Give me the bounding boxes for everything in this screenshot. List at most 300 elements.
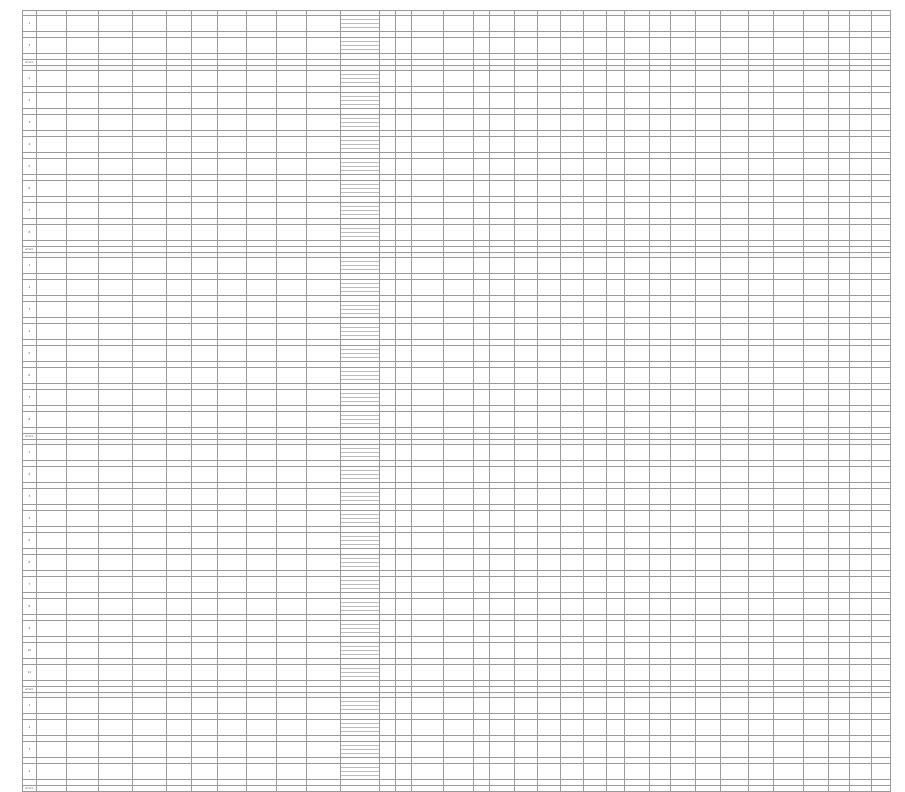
table-cell: [721, 203, 748, 219]
table-cell: [36, 555, 66, 571]
table-cell: [803, 137, 828, 153]
table-row: [23, 533, 891, 549]
table-cell: [66, 621, 98, 637]
table-cell: [167, 412, 192, 428]
total-cell: [192, 786, 217, 792]
table-cell: [583, 621, 606, 637]
table-cell: [538, 412, 561, 428]
table-cell: [872, 665, 891, 681]
table-cell: [606, 368, 624, 384]
table-cell: [36, 621, 66, 637]
table-cell: [803, 203, 828, 219]
table-cell: [721, 302, 748, 318]
table-cell: [396, 258, 412, 274]
table-cell: [132, 137, 166, 153]
table-cell: [748, 720, 773, 736]
table-cell: [538, 181, 561, 197]
total-cell: [583, 786, 606, 792]
table-cell: [217, 599, 247, 615]
table-cell: [66, 324, 98, 340]
table-cell: [247, 764, 277, 780]
table-cell: [36, 577, 66, 593]
table-cell: [132, 302, 166, 318]
stacked-values-cell: [341, 555, 380, 571]
table-cell: [192, 764, 217, 780]
table-cell: [803, 412, 828, 428]
table-cell: [748, 390, 773, 406]
table-cell: [247, 71, 277, 87]
table-cell: [98, 71, 132, 87]
table-cell: [444, 720, 474, 736]
table-cell: [721, 16, 748, 32]
table-cell: [167, 258, 192, 274]
table-cell: [412, 115, 444, 131]
table-cell: [98, 324, 132, 340]
table-cell: [670, 467, 695, 483]
table-cell: [583, 720, 606, 736]
table-cell: [412, 412, 444, 428]
table-cell: [167, 577, 192, 593]
table-cell: [748, 16, 773, 32]
table-cell: [192, 302, 217, 318]
total-cell: [396, 786, 412, 792]
stacked-values-cell: [341, 280, 380, 296]
table-cell: [412, 93, 444, 109]
table-cell: [192, 599, 217, 615]
table-cell: [132, 599, 166, 615]
table-cell: [36, 93, 66, 109]
table-cell: [774, 93, 804, 109]
table-cell: [36, 665, 66, 681]
table-cell: [412, 280, 444, 296]
table-cell: [803, 390, 828, 406]
table-cell: [277, 577, 307, 593]
table-cell: [192, 643, 217, 659]
table-cell: [306, 225, 340, 241]
table-cell: [606, 302, 624, 318]
table-cell: [803, 93, 828, 109]
row-number-cell: 5: [23, 346, 37, 362]
stacked-values-cell: [341, 742, 380, 758]
table-cell: [247, 412, 277, 428]
table-cell: [396, 181, 412, 197]
table-cell: [277, 599, 307, 615]
total-cell: [474, 786, 490, 792]
table-row: [23, 390, 891, 406]
table-cell: [192, 720, 217, 736]
table-cell: [625, 16, 650, 32]
table-cell: [380, 599, 396, 615]
table-cell: [696, 555, 721, 571]
stacked-values-cell: [341, 16, 380, 32]
table-cell: [306, 555, 340, 571]
table-cell: [606, 280, 624, 296]
table-cell: [872, 16, 891, 32]
table-cell: [474, 643, 490, 659]
table-row: [23, 621, 891, 637]
table-row: [23, 555, 891, 571]
table-cell: [872, 302, 891, 318]
table-cell: [247, 258, 277, 274]
table-cell: [606, 599, 624, 615]
table-cell: [247, 467, 277, 483]
table-cell: [36, 203, 66, 219]
table-cell: [670, 258, 695, 274]
table-cell: [132, 16, 166, 32]
table-cell: [774, 38, 804, 54]
table-cell: [583, 665, 606, 681]
total-cell: [561, 786, 584, 792]
table-cell: [803, 555, 828, 571]
table-cell: [515, 181, 538, 197]
table-cell: [36, 599, 66, 615]
table-cell: [696, 203, 721, 219]
table-cell: [490, 489, 515, 505]
table-cell: [583, 280, 606, 296]
table-cell: [625, 599, 650, 615]
table-cell: [670, 445, 695, 461]
table-cell: [380, 555, 396, 571]
table-cell: [721, 698, 748, 714]
table-cell: [192, 445, 217, 461]
table-cell: [444, 577, 474, 593]
table-cell: [583, 643, 606, 659]
table-cell: [625, 621, 650, 637]
table-row: [23, 324, 891, 340]
table-cell: [606, 181, 624, 197]
table-cell: [474, 203, 490, 219]
table-cell: [872, 720, 891, 736]
table-cell: [66, 390, 98, 406]
table-cell: [606, 555, 624, 571]
table-cell: [412, 643, 444, 659]
table-cell: [774, 489, 804, 505]
table-cell: [396, 346, 412, 362]
table-cell: [650, 467, 671, 483]
table-cell: [247, 665, 277, 681]
table-cell: [561, 302, 584, 318]
total-cell: [217, 786, 247, 792]
table-cell: [774, 16, 804, 32]
table-cell: [306, 643, 340, 659]
table-row: [23, 181, 891, 197]
table-cell: [515, 225, 538, 241]
table-cell: [828, 467, 849, 483]
table-cell: [538, 720, 561, 736]
table-cell: [872, 643, 891, 659]
stacked-values-cell: [341, 368, 380, 384]
table-cell: [217, 643, 247, 659]
table-cell: [490, 115, 515, 131]
table-cell: [606, 258, 624, 274]
table-cell: [650, 533, 671, 549]
table-cell: [490, 368, 515, 384]
table-cell: [490, 643, 515, 659]
table-cell: [670, 533, 695, 549]
table-row: [23, 280, 891, 296]
table-cell: [803, 445, 828, 461]
table-cell: [515, 467, 538, 483]
table-cell: [98, 511, 132, 527]
table-cell: [36, 225, 66, 241]
table-cell: [748, 665, 773, 681]
table-cell: [606, 93, 624, 109]
table-cell: [561, 38, 584, 54]
row-number-cell: 8: [23, 599, 37, 615]
table-cell: [98, 203, 132, 219]
table-cell: [396, 467, 412, 483]
row-number-cell: 8: [23, 412, 37, 428]
table-cell: [774, 368, 804, 384]
table-cell: [606, 16, 624, 32]
total-cell: [306, 786, 340, 792]
table-cell: [872, 533, 891, 549]
table-cell: [721, 181, 748, 197]
table-cell: [561, 577, 584, 593]
table-cell: [803, 577, 828, 593]
table-cell: [670, 38, 695, 54]
table-cell: [515, 445, 538, 461]
table-row: [23, 16, 891, 32]
table-cell: [538, 643, 561, 659]
table-cell: [803, 346, 828, 362]
table-cell: [36, 159, 66, 175]
table-cell: [650, 742, 671, 758]
table-cell: [217, 181, 247, 197]
table-cell: [36, 643, 66, 659]
table-cell: [721, 577, 748, 593]
table-row: [23, 412, 891, 428]
table-cell: [98, 665, 132, 681]
table-cell: [774, 137, 804, 153]
table-cell: [306, 137, 340, 153]
table-cell: [696, 16, 721, 32]
table-cell: [538, 533, 561, 549]
table-cell: [606, 489, 624, 505]
table-cell: [748, 621, 773, 637]
table-cell: [606, 643, 624, 659]
table-cell: [803, 533, 828, 549]
table-cell: [396, 720, 412, 736]
table-cell: [444, 16, 474, 32]
table-cell: [849, 533, 872, 549]
table-cell: [650, 665, 671, 681]
table-cell: [217, 225, 247, 241]
table-cell: [872, 346, 891, 362]
table-cell: [849, 445, 872, 461]
table-cell: [192, 412, 217, 428]
table-cell: [474, 467, 490, 483]
table-cell: [670, 280, 695, 296]
table-cell: [217, 390, 247, 406]
table-cell: [247, 643, 277, 659]
table-cell: [490, 181, 515, 197]
total-cell: [412, 786, 444, 792]
stacked-values-cell: [341, 258, 380, 274]
table-cell: [36, 489, 66, 505]
table-cell: [670, 599, 695, 615]
table-cell: [625, 511, 650, 527]
table-cell: [561, 511, 584, 527]
table-cell: [670, 764, 695, 780]
table-cell: [670, 621, 695, 637]
table-cell: [721, 533, 748, 549]
table-cell: [774, 720, 804, 736]
table-cell: [515, 698, 538, 714]
table-cell: [515, 489, 538, 505]
table-cell: [247, 577, 277, 593]
table-cell: [670, 577, 695, 593]
table-cell: [748, 577, 773, 593]
table-cell: [515, 412, 538, 428]
table-cell: [774, 258, 804, 274]
table-cell: [396, 742, 412, 758]
row-number-cell: 3: [23, 302, 37, 318]
table-cell: [192, 533, 217, 549]
table-cell: [490, 38, 515, 54]
table-cell: [872, 324, 891, 340]
table-cell: [490, 71, 515, 87]
table-cell: [774, 467, 804, 483]
table-cell: [167, 280, 192, 296]
table-cell: [277, 280, 307, 296]
table-cell: [650, 511, 671, 527]
table-cell: [36, 181, 66, 197]
stacked-values-cell: [341, 159, 380, 175]
table-cell: [515, 742, 538, 758]
table-cell: [721, 38, 748, 54]
table-cell: [444, 698, 474, 714]
table-cell: [561, 181, 584, 197]
table-cell: [625, 137, 650, 153]
table-cell: [561, 159, 584, 175]
table-cell: [277, 445, 307, 461]
table-cell: [561, 742, 584, 758]
table-cell: [561, 280, 584, 296]
table-cell: [696, 368, 721, 384]
row-number-cell: 1: [23, 258, 37, 274]
table-cell: [561, 16, 584, 32]
table-cell: [696, 599, 721, 615]
table-cell: [247, 742, 277, 758]
table-cell: [444, 71, 474, 87]
table-cell: [561, 258, 584, 274]
table-cell: [625, 159, 650, 175]
table-cell: [828, 159, 849, 175]
table-cell: [748, 258, 773, 274]
table-row: [23, 511, 891, 527]
table-cell: [515, 643, 538, 659]
table-cell: [583, 137, 606, 153]
table-cell: [192, 324, 217, 340]
table-cell: [474, 764, 490, 780]
table-cell: [396, 302, 412, 318]
table-cell: [306, 38, 340, 54]
stacked-values-cell: [341, 346, 380, 362]
row-number-cell: 1: [23, 16, 37, 32]
table-cell: [774, 346, 804, 362]
table-cell: [66, 742, 98, 758]
table-cell: [670, 71, 695, 87]
table-cell: [380, 412, 396, 428]
table-cell: [217, 698, 247, 714]
table-cell: [828, 137, 849, 153]
table-cell: [306, 489, 340, 505]
table-cell: [774, 181, 804, 197]
table-cell: [380, 324, 396, 340]
table-row: [23, 258, 891, 274]
table-cell: [474, 621, 490, 637]
table-cell: [721, 159, 748, 175]
table-cell: [306, 115, 340, 131]
table-cell: [217, 577, 247, 593]
table-cell: [696, 533, 721, 549]
table-cell: [277, 698, 307, 714]
table-cell: [167, 203, 192, 219]
table-cell: [515, 324, 538, 340]
table-cell: [412, 137, 444, 153]
table-cell: [132, 764, 166, 780]
stacked-values-cell: [341, 445, 380, 461]
table-cell: [872, 511, 891, 527]
table-cell: [561, 412, 584, 428]
table-cell: [474, 511, 490, 527]
total-cell: [625, 786, 650, 792]
table-cell: [803, 489, 828, 505]
table-cell: [490, 302, 515, 318]
table-cell: [606, 467, 624, 483]
table-cell: [583, 324, 606, 340]
table-cell: [696, 258, 721, 274]
table-cell: [396, 280, 412, 296]
table-cell: [748, 137, 773, 153]
row-number-cell: 2: [23, 38, 37, 54]
table-cell: [872, 599, 891, 615]
table-cell: [515, 280, 538, 296]
table-cell: [748, 698, 773, 714]
table-cell: [36, 698, 66, 714]
table-cell: [247, 621, 277, 637]
table-cell: [380, 533, 396, 549]
table-cell: [396, 203, 412, 219]
table-row: [23, 577, 891, 593]
table-cell: [98, 742, 132, 758]
table-cell: [474, 577, 490, 593]
table-row: [23, 489, 891, 505]
table-cell: [192, 258, 217, 274]
table-cell: [98, 577, 132, 593]
stacked-values-cell: [341, 181, 380, 197]
table-cell: [396, 643, 412, 659]
table-cell: [132, 225, 166, 241]
table-cell: [849, 38, 872, 54]
table-cell: [774, 665, 804, 681]
table-cell: [277, 93, 307, 109]
table-cell: [490, 599, 515, 615]
table-cell: [277, 665, 307, 681]
table-cell: [774, 742, 804, 758]
table-cell: [444, 225, 474, 241]
table-cell: [444, 445, 474, 461]
table-cell: [849, 93, 872, 109]
table-cell: [66, 159, 98, 175]
table-cell: [192, 16, 217, 32]
total-label: итого: [23, 434, 37, 440]
table-cell: [36, 742, 66, 758]
table-cell: [36, 280, 66, 296]
table-cell: [192, 115, 217, 131]
table-cell: [538, 324, 561, 340]
